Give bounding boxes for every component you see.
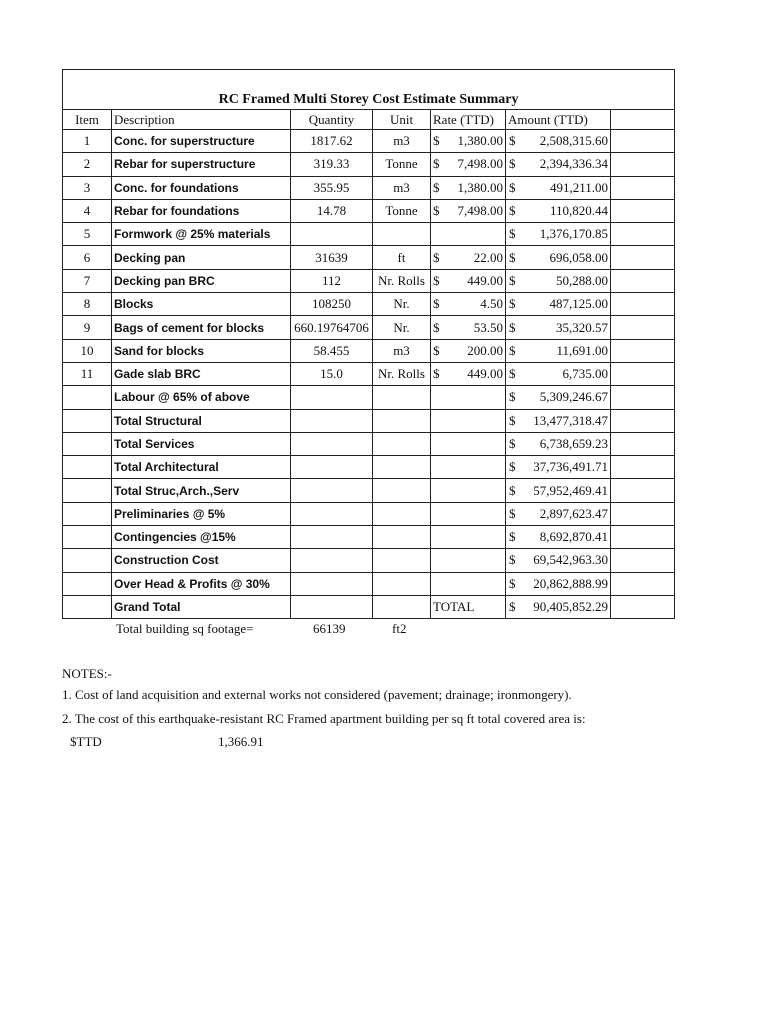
row-amount-currency: $ <box>509 412 516 428</box>
row-amount: 487,125.00 <box>549 296 608 312</box>
row-item <box>63 456 112 479</box>
footage-label: Total building sq footage= <box>116 621 254 636</box>
row-unit: Tonne <box>373 153 431 176</box>
row-rate: 1,380.00 <box>457 133 503 149</box>
row-blank <box>611 223 675 246</box>
row-amount: 2,897,623.47 <box>539 505 608 521</box>
row-amount: 491,211.00 <box>549 179 608 195</box>
row-description: Total Architectural <box>112 456 291 479</box>
row-item: 7 <box>63 269 112 292</box>
row-unit: Nr. Rolls <box>373 269 431 292</box>
row-item: 5 <box>63 223 112 246</box>
row-quantity: 112 <box>291 269 373 292</box>
row-rate-cell <box>431 246 506 269</box>
row-unit <box>373 572 431 595</box>
row-amount-currency: $ <box>509 505 516 521</box>
header-row <box>63 110 675 130</box>
table-row <box>63 176 675 199</box>
row-rate-cell <box>431 269 506 292</box>
row-quantity <box>291 223 373 246</box>
row-rate-currency: $ <box>433 203 440 219</box>
table-row <box>63 409 675 432</box>
row-blank <box>611 176 675 199</box>
row-amount-cell <box>506 293 611 316</box>
row-amount: 2,508,315.60 <box>539 133 608 149</box>
row-blank <box>611 130 675 153</box>
row-rate: 7,498.00 <box>457 203 503 219</box>
table-row <box>63 479 675 502</box>
row-quantity <box>291 502 373 525</box>
row-amount-cell <box>506 199 611 222</box>
row-amount-currency: $ <box>509 249 516 265</box>
row-description: Conc. for foundations <box>112 176 291 199</box>
row-item: 3 <box>63 176 112 199</box>
row-rate-cell <box>431 153 506 176</box>
row-rate-cell <box>431 293 506 316</box>
table-row <box>63 595 675 618</box>
row-blank <box>611 479 675 502</box>
table-row <box>63 269 675 292</box>
row-rate-cell <box>431 456 506 479</box>
row-quantity: 15.0 <box>291 362 373 385</box>
row-rate-cell <box>431 386 506 409</box>
table-row <box>63 130 675 153</box>
notes-heading: NOTES:- <box>62 666 112 681</box>
row-amount-cell <box>506 223 611 246</box>
row-quantity: 660.19764706 <box>291 316 373 339</box>
row-item <box>63 502 112 525</box>
row-item: 11 <box>63 362 112 385</box>
row-rate-cell <box>431 362 506 385</box>
row-unit: m3 <box>373 176 431 199</box>
table-row <box>63 316 675 339</box>
row-amount-currency: $ <box>509 156 516 172</box>
row-amount: 11,691.00 <box>556 342 608 358</box>
row-unit <box>373 409 431 432</box>
row-blank <box>611 246 675 269</box>
row-description: Decking pan <box>112 246 291 269</box>
row-amount-cell <box>506 153 611 176</box>
row-rate: 22.00 <box>473 249 503 265</box>
row-rate-currency: $ <box>433 156 440 172</box>
row-description: Labour @ 65% of above <box>112 386 291 409</box>
row-rate: 53.50 <box>473 319 503 335</box>
table-row <box>63 526 675 549</box>
table-row <box>63 153 675 176</box>
row-rate-cell <box>431 176 506 199</box>
row-item <box>63 479 112 502</box>
row-item: 4 <box>63 199 112 222</box>
row-description: Conc. for superstructure <box>112 130 291 153</box>
row-unit: Nr. <box>373 293 431 316</box>
table-row <box>63 432 675 455</box>
row-quantity: 14.78 <box>291 199 373 222</box>
row-rate: 200.00 <box>467 342 503 358</box>
row-amount: 37,736,491.71 <box>533 459 608 475</box>
table-row <box>63 502 675 525</box>
row-rate-cell <box>431 130 506 153</box>
row-description: Construction Cost <box>112 549 291 572</box>
row-item: 9 <box>63 316 112 339</box>
table-row <box>63 362 675 385</box>
row-description: Decking pan BRC <box>112 269 291 292</box>
row-amount: 69,542,963.30 <box>533 552 608 568</box>
row-unit: m3 <box>373 339 431 362</box>
row-unit <box>373 526 431 549</box>
row-amount-currency: $ <box>509 389 516 405</box>
row-amount: 50,288.00 <box>556 272 608 288</box>
row-description: Over Head & Profits @ 30% <box>112 572 291 595</box>
note-2: 2. The cost of this earthquake-resistant RC Framed apartment building per sq ft total covered area is: <box>62 711 586 726</box>
table-row <box>63 386 675 409</box>
row-amount-currency: $ <box>509 552 516 568</box>
row-unit <box>373 456 431 479</box>
row-item <box>63 572 112 595</box>
row-rate-cell <box>431 502 506 525</box>
row-description: Rebar for superstructure <box>112 153 291 176</box>
row-description: Total Services <box>112 432 291 455</box>
row-amount: 1,376,170.85 <box>539 226 608 242</box>
row-quantity <box>291 479 373 502</box>
row-item <box>63 432 112 455</box>
row-blank <box>611 293 675 316</box>
row-blank <box>611 549 675 572</box>
row-rate-cell <box>431 409 506 432</box>
row-amount: 2,394,336.34 <box>539 156 608 172</box>
row-blank <box>611 572 675 595</box>
row-rate-cell <box>431 595 506 618</box>
note-1: 1. Cost of land acquisition and external works not considered (pavement; drainage; ironmongery). <box>62 687 572 702</box>
row-amount-currency: $ <box>509 272 516 288</box>
row-description: Bags of cement for blocks <box>112 316 291 339</box>
row-amount: 6,735.00 <box>562 366 608 382</box>
row-amount: 20,862,888.99 <box>533 575 608 591</box>
row-unit <box>373 595 431 618</box>
row-amount: 6,738,659.23 <box>539 436 608 451</box>
row-amount-currency: $ <box>509 133 516 149</box>
row-rate-cell <box>431 526 506 549</box>
row-amount-currency: $ <box>509 575 516 591</box>
row-quantity: 108250 <box>291 293 373 316</box>
header-unit: Unit <box>373 110 431 130</box>
row-amount-currency: $ <box>509 179 516 195</box>
row-item <box>63 526 112 549</box>
row-rate-cell <box>431 223 506 246</box>
row-rate-cell <box>431 549 506 572</box>
row-blank <box>611 153 675 176</box>
row-rate-currency: $ <box>433 133 440 149</box>
table-row <box>63 456 675 479</box>
row-blank <box>611 432 675 455</box>
row-rate-cell <box>431 479 506 502</box>
table-row <box>63 199 675 222</box>
row-blank <box>611 386 675 409</box>
row-blank <box>611 595 675 618</box>
footage-unit: ft2 <box>392 621 407 636</box>
row-unit <box>373 479 431 502</box>
row-blank <box>611 269 675 292</box>
row-rate: 449.00 <box>467 366 503 382</box>
row-amount-cell <box>506 409 611 432</box>
row-amount: 696,058.00 <box>549 249 608 265</box>
row-quantity <box>291 526 373 549</box>
row-rate-currency: $ <box>433 296 440 312</box>
row-unit <box>373 549 431 572</box>
row-item <box>63 386 112 409</box>
row-amount-cell <box>506 572 611 595</box>
cost-per-sqft: 1,366.91 <box>218 734 264 749</box>
row-quantity <box>291 432 373 455</box>
currency-label: $TTD <box>70 734 102 749</box>
row-unit <box>373 386 431 409</box>
table-row <box>63 572 675 595</box>
row-amount: 110,820.44 <box>549 203 608 219</box>
row-blank <box>611 316 675 339</box>
row-description: Grand Total <box>112 595 291 618</box>
row-rate-cell <box>431 316 506 339</box>
row-description: Total Structural <box>112 409 291 432</box>
row-amount-currency: $ <box>509 296 516 312</box>
row-rate-currency: $ <box>433 179 440 195</box>
row-rate-cell <box>431 339 506 362</box>
row-amount-currency: $ <box>509 342 516 358</box>
row-description: Gade slab BRC <box>112 362 291 385</box>
table-row <box>63 223 675 246</box>
row-unit <box>373 502 431 525</box>
row-rate-currency: $ <box>433 249 440 265</box>
row-amount-cell <box>506 176 611 199</box>
row-item: 6 <box>63 246 112 269</box>
row-amount-cell <box>506 269 611 292</box>
row-rate-cell <box>431 432 506 455</box>
row-blank <box>611 362 675 385</box>
row-quantity <box>291 595 373 618</box>
row-item: 2 <box>63 153 112 176</box>
row-rate: 449.00 <box>467 272 503 288</box>
row-rate-currency: $ <box>433 319 440 335</box>
row-description: Formwork @ 25% materials <box>112 223 291 246</box>
row-quantity <box>291 409 373 432</box>
row-rate: TOTAL <box>433 599 475 615</box>
row-amount: 13,477,318.47 <box>533 412 608 428</box>
row-description: Blocks <box>112 293 291 316</box>
row-unit <box>373 432 431 455</box>
row-rate-currency: $ <box>433 366 440 382</box>
row-item: 8 <box>63 293 112 316</box>
header-quantity: Quantity <box>291 110 373 130</box>
title-row <box>63 70 675 110</box>
row-quantity <box>291 456 373 479</box>
row-unit <box>373 223 431 246</box>
row-amount-currency: $ <box>509 366 516 382</box>
row-blank <box>611 526 675 549</box>
row-description: Preliminaries @ 5% <box>112 502 291 525</box>
table-row <box>63 549 675 572</box>
row-amount-cell <box>506 456 611 479</box>
row-amount-cell <box>506 526 611 549</box>
row-blank <box>611 502 675 525</box>
row-amount-currency: $ <box>509 203 516 219</box>
row-quantity: 1817.62 <box>291 130 373 153</box>
row-blank <box>611 456 675 479</box>
row-amount-currency: $ <box>509 226 516 242</box>
row-amount-cell <box>506 316 611 339</box>
row-item <box>63 595 112 618</box>
row-amount-cell <box>506 386 611 409</box>
row-amount-cell <box>506 432 611 455</box>
table-row <box>63 293 675 316</box>
row-description: Sand for blocks <box>112 339 291 362</box>
row-quantity: 31639 <box>291 246 373 269</box>
footage-value: 66139 <box>313 621 346 636</box>
row-quantity: 355.95 <box>291 176 373 199</box>
row-amount-currency: $ <box>509 482 516 498</box>
row-amount-cell <box>506 479 611 502</box>
table-row <box>63 246 675 269</box>
row-amount-cell <box>506 362 611 385</box>
row-amount-currency: $ <box>509 319 516 335</box>
row-unit: Nr. <box>373 316 431 339</box>
header-amount: Amount (TTD) <box>506 110 611 130</box>
cost-estimate-table <box>62 69 675 619</box>
row-blank <box>611 339 675 362</box>
row-quantity <box>291 572 373 595</box>
row-item: 10 <box>63 339 112 362</box>
row-amount-currency: $ <box>509 436 516 451</box>
row-unit: Nr. Rolls <box>373 362 431 385</box>
row-amount-currency: $ <box>509 459 516 475</box>
row-amount-cell <box>506 502 611 525</box>
row-item <box>63 409 112 432</box>
row-item <box>63 549 112 572</box>
row-amount-cell <box>506 595 611 618</box>
row-amount-cell <box>506 549 611 572</box>
row-unit: ft <box>373 246 431 269</box>
row-rate: 1,380.00 <box>457 179 503 195</box>
row-description: Contingencies @15% <box>112 526 291 549</box>
row-description: Total Struc,Arch.,Serv <box>112 479 291 502</box>
row-description: Rebar for foundations <box>112 199 291 222</box>
row-quantity: 319.33 <box>291 153 373 176</box>
row-rate-cell <box>431 572 506 595</box>
row-amount: 8,692,870.41 <box>539 529 608 545</box>
row-amount-cell <box>506 246 611 269</box>
row-amount: 90,405,852.29 <box>533 599 608 615</box>
row-quantity <box>291 386 373 409</box>
header-item: Item <box>63 110 112 130</box>
row-amount: 5,309,246.67 <box>539 389 608 405</box>
row-amount-cell <box>506 130 611 153</box>
row-rate-currency: $ <box>433 272 440 288</box>
row-unit: Tonne <box>373 199 431 222</box>
row-quantity: 58.455 <box>291 339 373 362</box>
header-blank <box>611 110 675 130</box>
row-amount: 57,952,469.41 <box>533 482 608 498</box>
row-amount-currency: $ <box>509 529 516 545</box>
row-rate: 7,498.00 <box>457 156 503 172</box>
row-amount-currency: $ <box>509 599 516 615</box>
row-blank <box>611 199 675 222</box>
row-quantity <box>291 549 373 572</box>
table-title: RC Framed Multi Storey Cost Estimate Summary <box>63 70 675 110</box>
row-rate-currency: $ <box>433 342 440 358</box>
row-unit: m3 <box>373 130 431 153</box>
header-rate: Rate (TTD) <box>431 110 506 130</box>
row-amount-cell <box>506 339 611 362</box>
row-rate-cell <box>431 199 506 222</box>
row-amount: 35,320.57 <box>556 319 608 335</box>
row-rate: 4.50 <box>480 296 503 312</box>
table-row <box>63 339 675 362</box>
row-blank <box>611 409 675 432</box>
row-item: 1 <box>63 130 112 153</box>
header-description: Description <box>112 110 291 130</box>
